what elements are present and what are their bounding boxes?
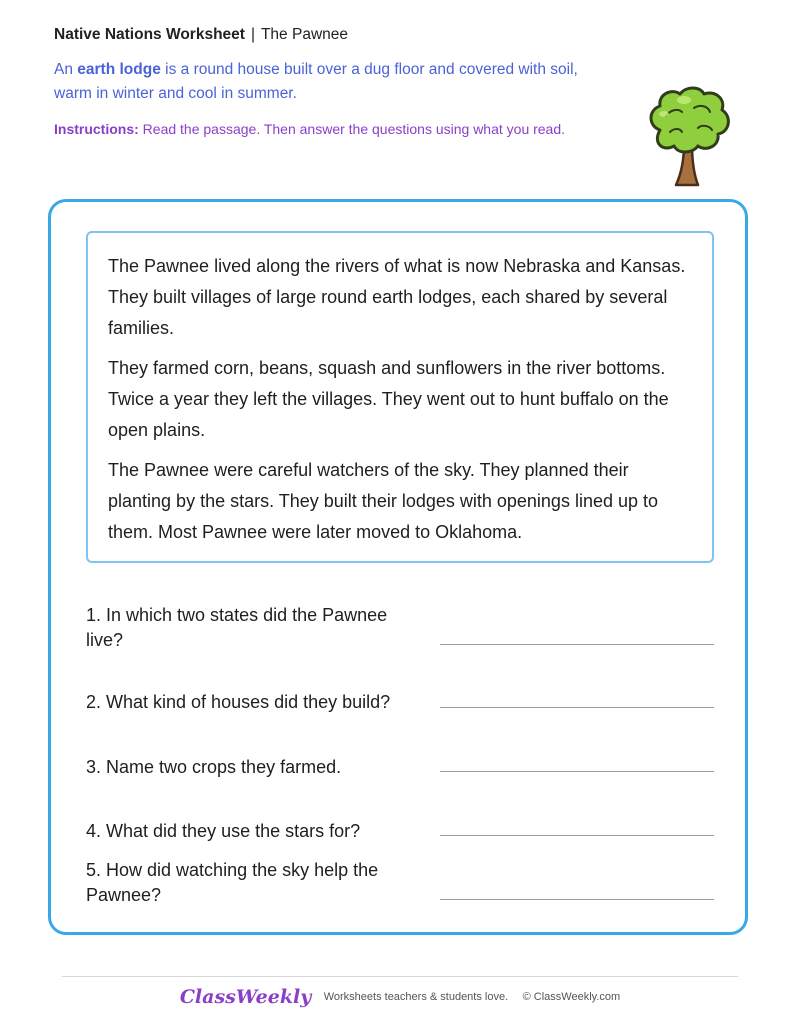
passage-paragraph-2: They farmed corn, beans, squash and sunflowers in the river bottoms. Twice a year they left the villages. They went out to hunt buffalo on the open plains. (108, 358, 669, 440)
worksheet-subtitle: The Pawnee (260, 26, 348, 43)
footer (0, 986, 800, 1008)
answer-line-1[interactable] (440, 644, 714, 645)
question-3: 3. Name two crops they farmed. (86, 757, 342, 777)
footer-tagline: Worksheets teachers & students love. (323, 991, 509, 1003)
brand-logo: ClassWeekly (179, 986, 312, 1008)
question-2: 2. What kind of houses did they build? (86, 692, 391, 712)
header-separator: | (250, 26, 255, 43)
reading-passage (86, 231, 714, 563)
definition-term: earth lodge (77, 61, 161, 78)
question-1: 1. In which two states did the Pawnee live? (86, 605, 388, 650)
tree-icon (640, 86, 736, 190)
instructions-label: Instructions: (54, 121, 139, 137)
definition-text: is a round house built over a dug floor and covered with soil, warm in winter and cool in summer. (54, 61, 578, 102)
worksheet-title: Native Nations Worksheet (54, 26, 245, 43)
passage-paragraph-3: The Pawnee were careful watchers of the sky. They planned their planting by the stars. They built their lodges with openings lined up to them. Most Pawnee were later moved to Oklahoma. (108, 460, 659, 542)
definition-prefix: An (54, 61, 73, 78)
instructions (54, 118, 584, 140)
answer-line-3[interactable] (440, 771, 714, 772)
question-5: 5. How did watching the sky help the Pawnee? (86, 860, 379, 905)
answer-line-2[interactable] (440, 707, 714, 708)
answer-line-5[interactable] (440, 899, 714, 900)
instructions-text: Read the passage. Then answer the questions using what you read. (142, 121, 566, 137)
worksheet-header (54, 26, 348, 44)
passage-paragraph-1: The Pawnee lived along the rivers of what is now Nebraska and Kansas. They built villages of large round earth lodges, each shared by several families. (108, 256, 686, 338)
footer-divider (62, 976, 738, 977)
answer-line-4[interactable] (440, 835, 714, 836)
footer-copyright: © ClassWeekly.com (522, 991, 621, 1003)
question-4: 4. What did they use the stars for? (86, 821, 361, 841)
definition (54, 58, 594, 106)
